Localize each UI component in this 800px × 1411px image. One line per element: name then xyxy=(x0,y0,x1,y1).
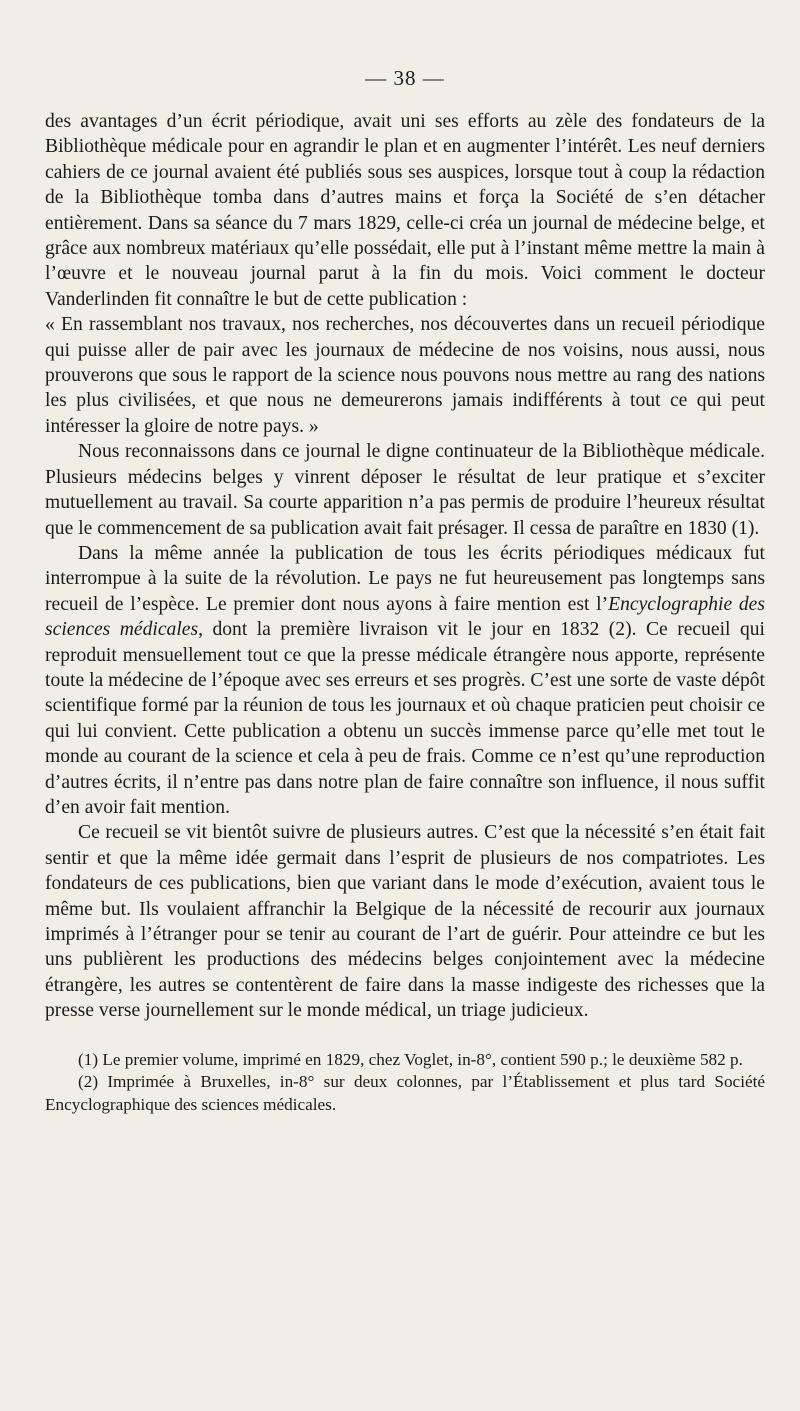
paragraph-4-text-b: , dont la première livraison vit le jour en 1832 (2). Ce recueil qui reproduit mensuellement tout ce que la presse médicale étrangère nous apporte, représente toute la médecine de l’époque avec ses erreurs et ses progrès. C’est une sorte de vaste dépôt scientifique formé par la réunion de tous les journaux et où chaque praticien peut choisir ce qui lui convient. Cette publication a obtenu un succès immense parce qu’elle met tout le monde au courant de la science et cela à peu de frais. Comme ce n’est qu’une reproduction d’autres écrits, il n’entre pas dans notre plan de faire connaître son influence, il nous suffit d’en avoir fait mention. xyxy=(45,619,765,818)
paragraph-2-quote: « En rassemblant nos travaux, nos recherches, nos découvertes dans un recueil périodique qui puisse aller de pair avec les journaux de médecine de nos voisins, nous aussi, nous prouverons que sous le rapport de la science nous pouvons nous mettre au rang des nations les plus civilisées, et que nous ne demeurerons jamais indifférents à tout ce qui peut intéresser la gloire de notre pays. » xyxy=(45,314,765,437)
paragraph-5: Ce recueil se vit bientôt suivre de plusieurs autres. C’est que la nécessité s’en était fait sentir et que la même idée germait dans l’esprit de plusieurs de nos compatriotes. Les fondateurs de ces publications, bien que variant dans le mode d’exécution, avaient tous le même but. Ils voulaient affranchir la Belgique de la nécessité de recourir aux journaux imprimés à l’étranger pour se tenir au courant de l’art de guérir. Pour atteindre ce but les uns publièrent les productions des médecins belges conjointement avec la médecine étrangère, les autres se contentèrent de faire dans la masse indigeste des richesses que la presse verse journellement sur le monde médical, un triage judicieux. xyxy=(45,822,765,1022)
paragraph-4-text-a: Dans la même année la publication de tous les écrits périodiques médicaux fut interrompue à la suite de la révolution. Le pays ne fut heureusement pas longtemps sans recueil de l’espèce. Le premier dont nous ayons à faire mention est l’ xyxy=(45,542,765,615)
footnote-1: (1) Le premier volume, imprimé en 1829, chez Voglet, in-8°, contient 590 p.; le deuxième 582 p. xyxy=(78,1049,743,1069)
footnotes xyxy=(45,1049,765,1117)
paragraph-3: Nous reconnaissons dans ce journal le digne continuateur de la Bibliothèque médicale. Plusieurs médecins belges y vinrent déposer le résultat de leur pratique et s’exciter mutuellement au travail. Sa courte apparition n’a pas permis de produire l’heureux résultat que le commencement de sa publication avait fait présager. Il cessa de paraître en 1830 (1). xyxy=(45,441,765,539)
body-text xyxy=(45,109,765,1024)
page-number: — 38 — xyxy=(365,66,445,90)
footnote-2: (2) Imprimée à Bruxelles, in-8° sur deux colonnes, par l’Établissement et plus tard Société Encyclographique des sciences médicales. xyxy=(45,1072,765,1114)
paragraph-4 xyxy=(45,541,765,820)
paragraph-1: des avantages d’un écrit périodique, avait uni ses efforts au zèle des fondateurs de la Bibliothèque médicale pour en agrandir le plan et en augmenter l’intérêt. Les neuf derniers cahiers de ce journal avaient été publiés sous ses auspices, lorsque tout à coup la rédaction de la Bibliothèque tomba dans d’autres mains et força la Société de s’en détacher entièrement. Dans sa séance du 7 mars 1829, celle-ci créa un journal de médecine belge, et grâce aux nombreux matériaux qu’elle possédait, elle put à l’instant même mettre la main à l’œuvre et le nouveau journal parut à la fin du mois. Voici comment le docteur Vanderlinden fit connaître le but de cette publication : xyxy=(45,111,765,310)
page xyxy=(45,0,765,1116)
encyclographie-title: Encyclographie des sciences médicales xyxy=(45,593,765,641)
